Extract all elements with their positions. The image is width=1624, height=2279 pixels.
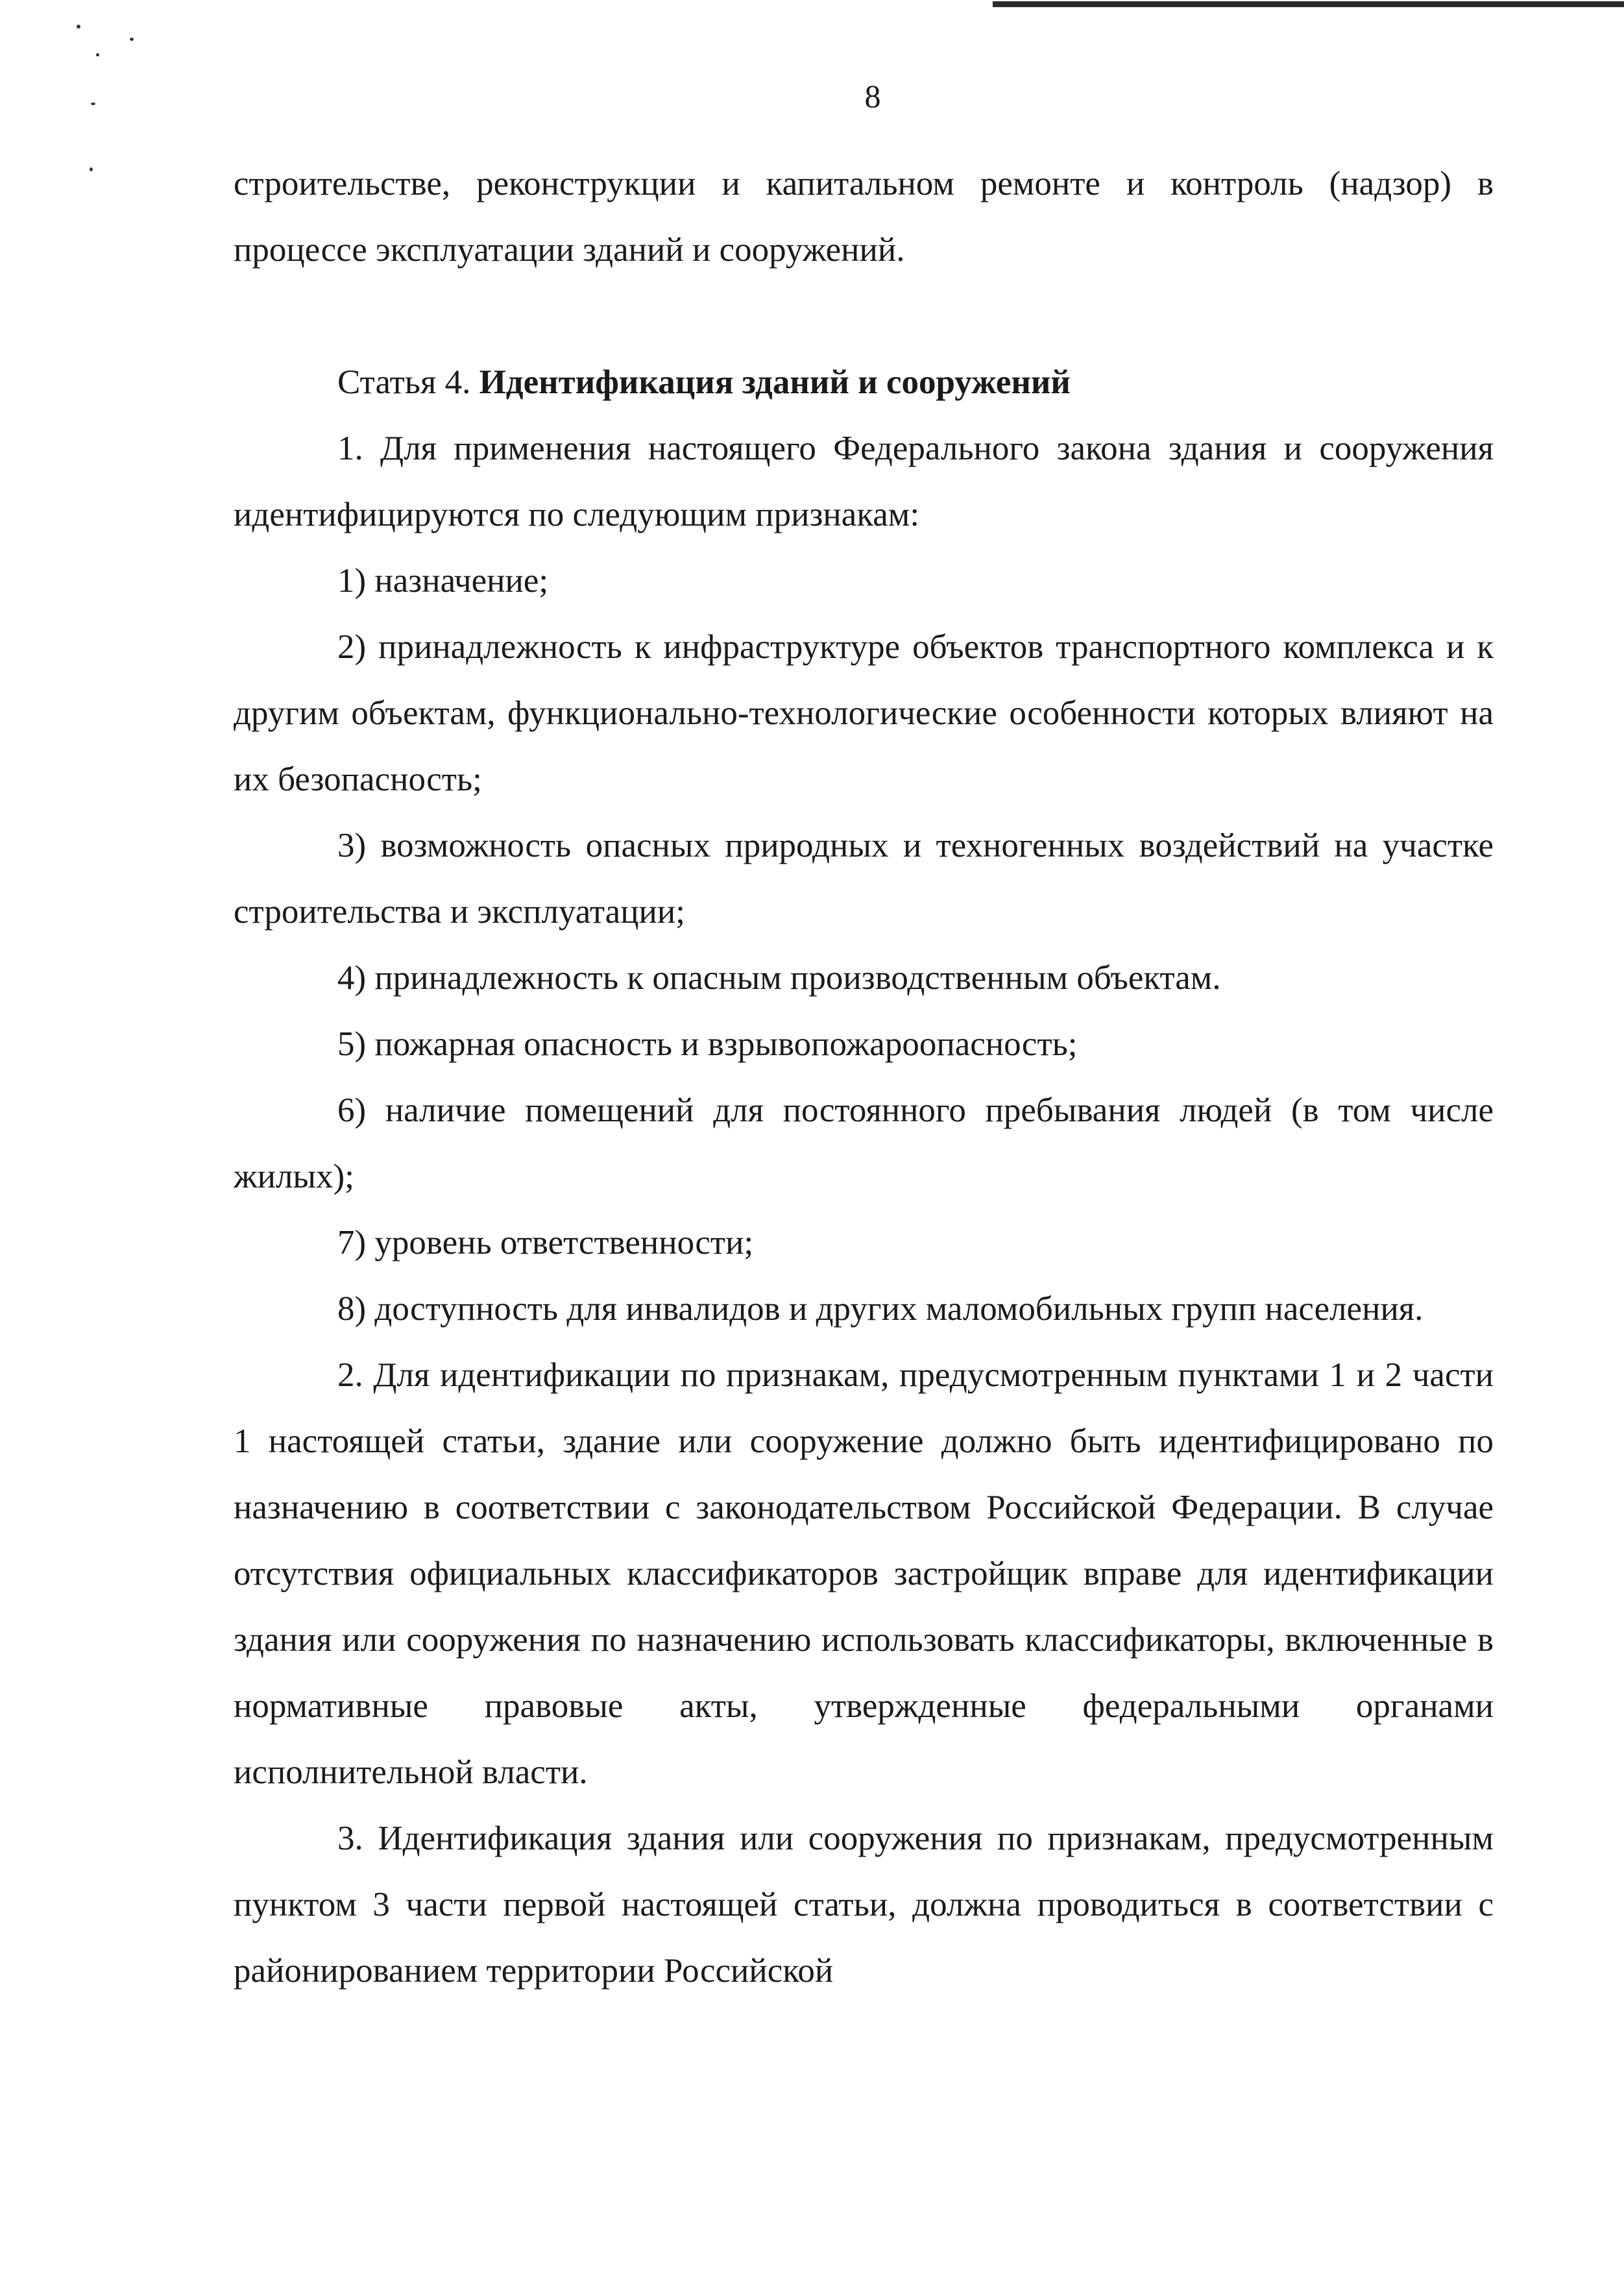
page-number: 8 (864, 78, 881, 114)
intro-paragraph: строительстве, реконструкции и капитальном ремонте и контроль (надзор) в процессе эксплуатации зданий и сооружений. (234, 165, 1494, 269)
scan-speck (77, 25, 80, 29)
scan-speck (90, 167, 93, 171)
paragraph-2: 2. Для идентификации по признакам, предусмотренным пунктами 1 и 2 части 1 настоящей статьи, здание или сооружение должно быть идентифицировано по назначению в соответствии с законодательством Российской Федерации. В случае отсутствия официальных классификаторов застройщик вправе для идентификации здания или сооружения по назначению использовать классификаторы, включенные в нормативные правовые акты, утвержденные федеральными органами исполнительной власти. (234, 1356, 1494, 1791)
paragraph-1: 1. Для применения настоящего Федерального закона здания и сооружения идентифицируются по следующим признакам: (234, 430, 1494, 533)
list-item: 4) принадлежность к опасным производственным объектам. (337, 959, 1221, 997)
scan-speck (96, 53, 99, 56)
scan-edge-line (993, 1, 1624, 7)
scan-speck (130, 38, 134, 41)
document-body (234, 151, 1494, 2004)
article-title: Идентификация зданий и сооружений (479, 363, 1071, 401)
list-item: 8) доступность для инвалидов и других маломобильных групп населения. (337, 1290, 1424, 1328)
list-item: 7) уровень ответственности; (337, 1224, 754, 1261)
article-label: Статья 4. (337, 363, 471, 401)
article-heading (234, 349, 1494, 415)
list-item: 5) пожарная опасность и взрывопожароопасность; (337, 1025, 1078, 1063)
list-item: 1) назначение; (337, 562, 549, 600)
paragraph-3: 3. Идентификация здания или сооружения по признакам, предусмотренным пунктом 3 части первой настоящей статьи, должна проводиться в соответствии с районированием территории Российской (234, 1820, 1494, 1990)
list-item: 6) наличие помещений для постоянного пребывания людей (в том числе жилых); (234, 1091, 1494, 1195)
list-item: 2) принадлежность к инфраструктуре объектов транспортного комплекса и к другим объектам, функционально-технологические особенности которых влияют на их безопасность; (234, 628, 1494, 798)
list-item: 3) возможность опасных природных и техногенных воздействий на участке строительства и эксплуатации; (234, 827, 1494, 931)
